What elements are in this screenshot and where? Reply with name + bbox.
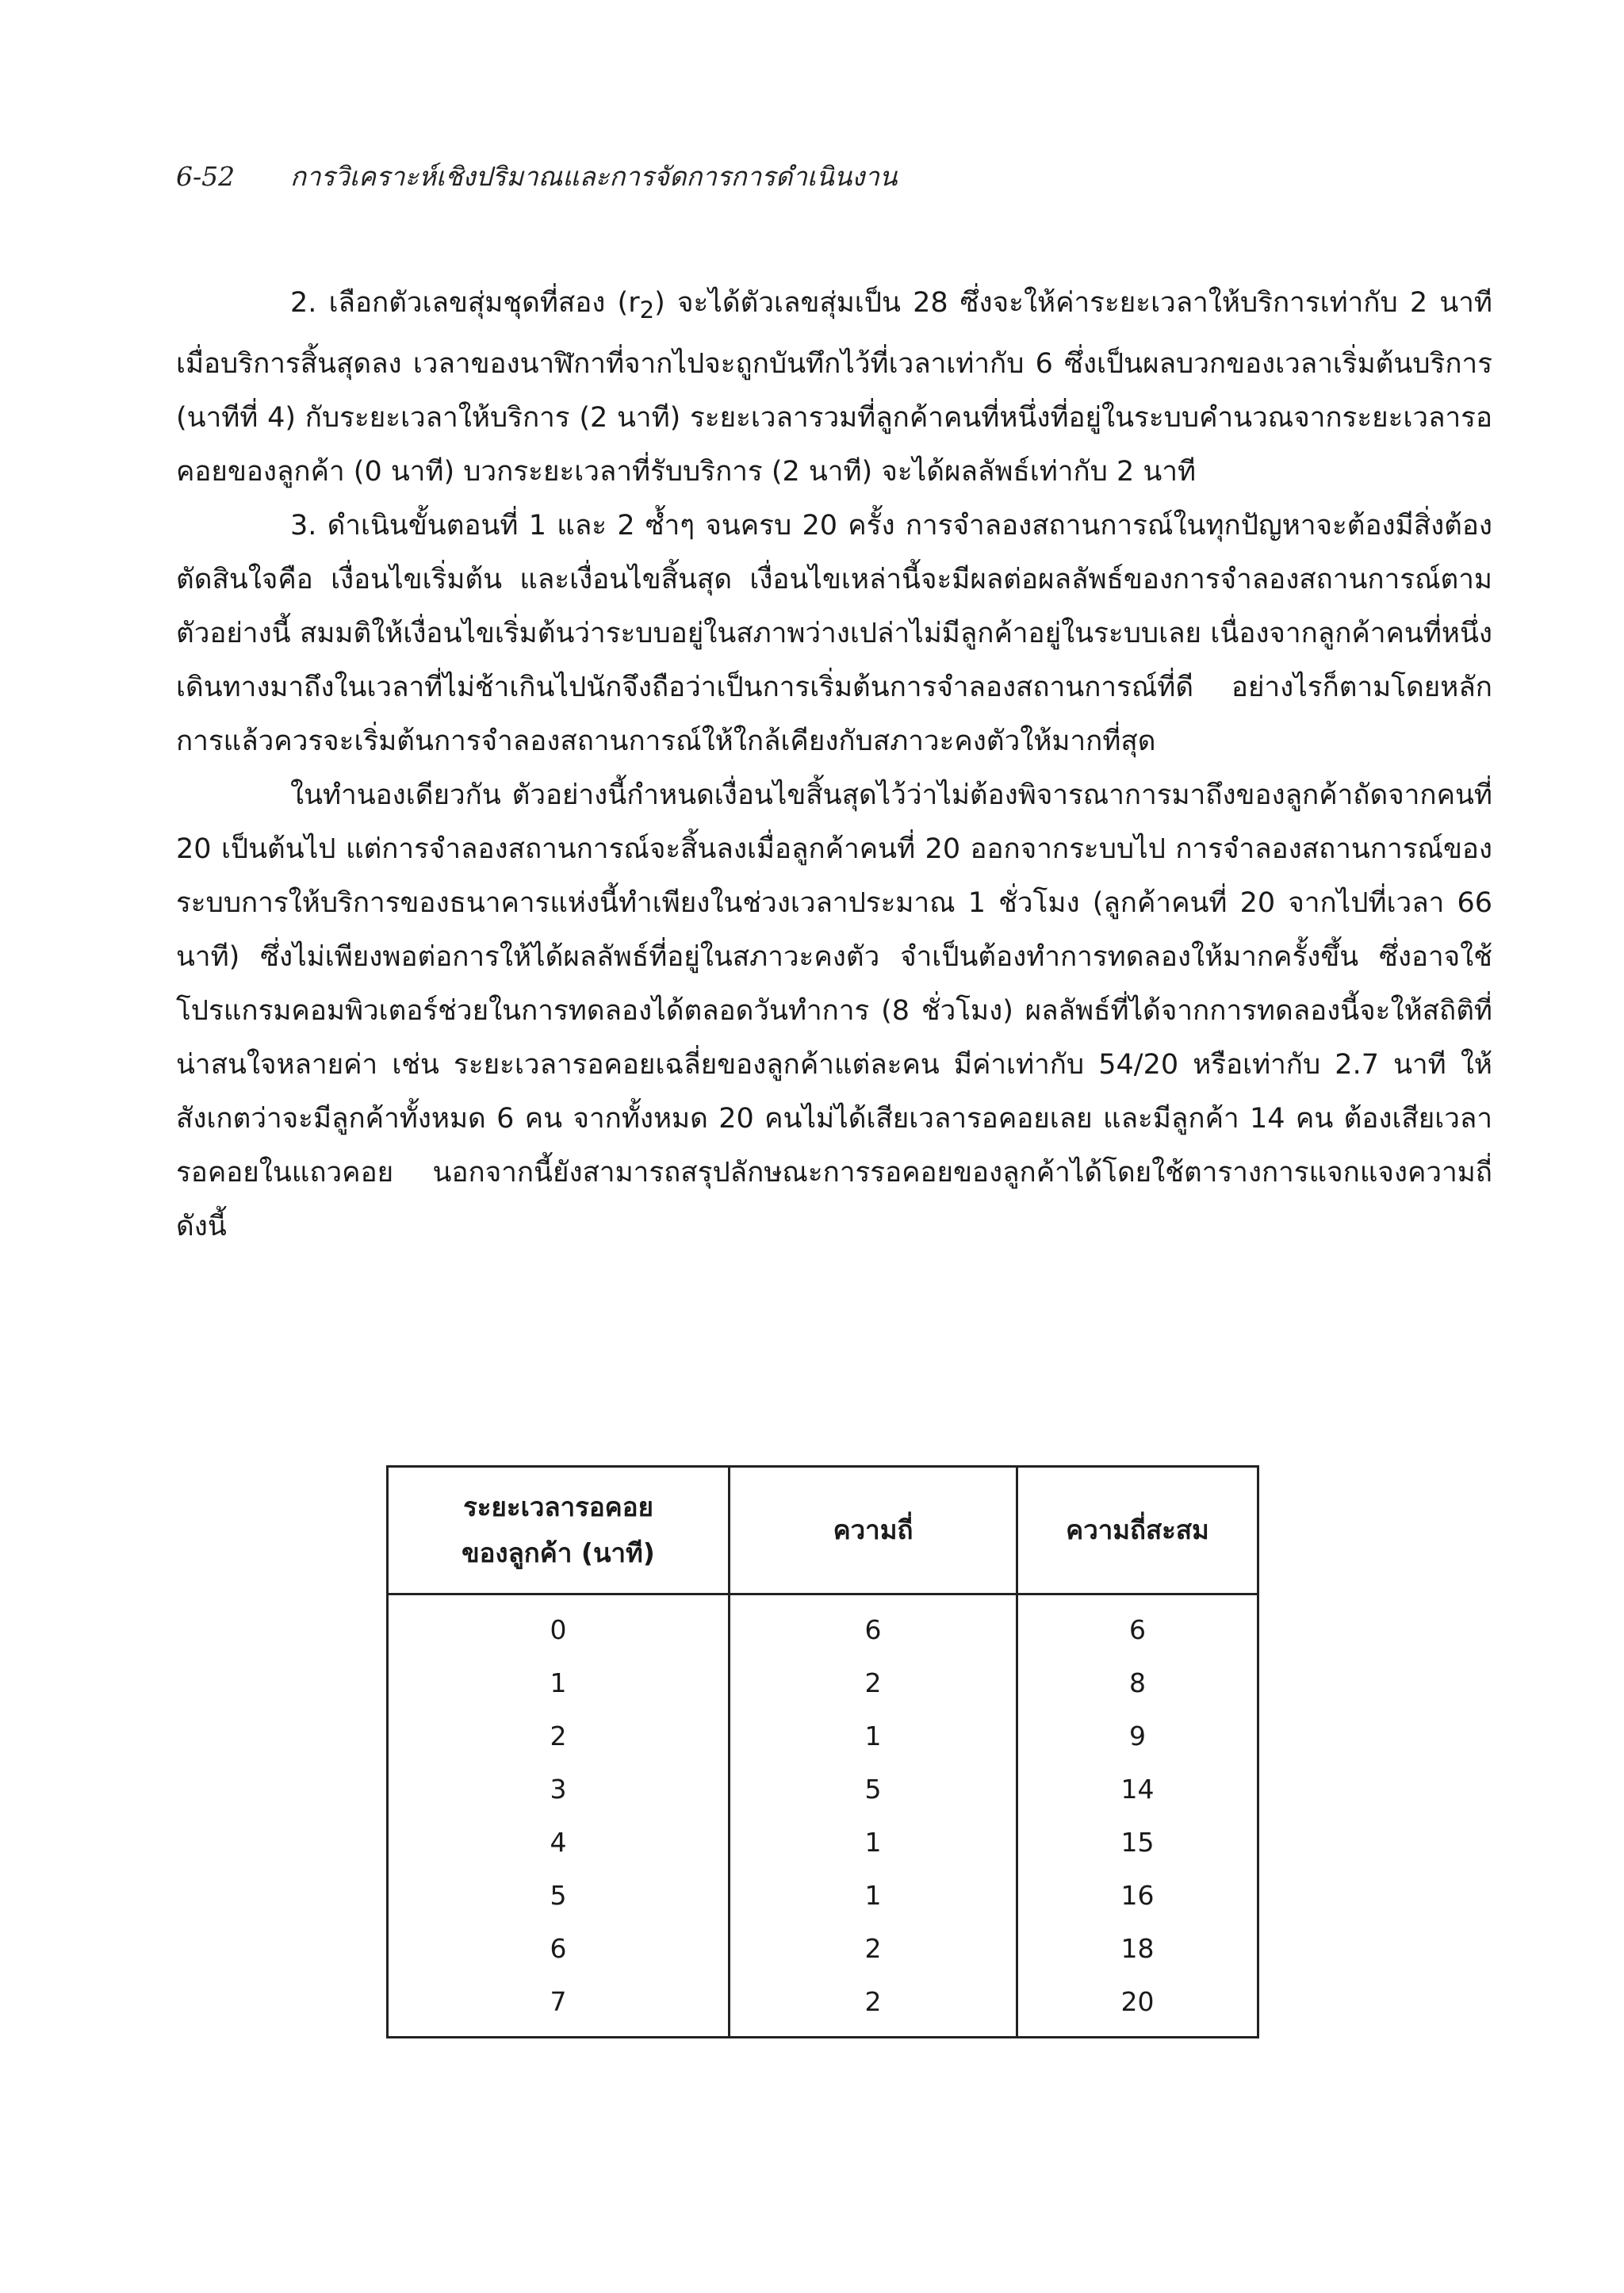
table-cell-freq: 1	[730, 1869, 1017, 1922]
table-cell-wait: 5	[388, 1869, 730, 1922]
table-cell-cum: 20	[1017, 1975, 1258, 2038]
table-cell-cum: 15	[1017, 1816, 1258, 1869]
table-row	[388, 1656, 1258, 1709]
table-row	[388, 1709, 1258, 1763]
paragraph-step-2	[176, 276, 1492, 499]
table-cell-wait: 4	[388, 1816, 730, 1869]
table-cell-freq: 2	[730, 1975, 1017, 2038]
table-cell-wait: 7	[388, 1975, 730, 2038]
table-cell-cum: 14	[1017, 1763, 1258, 1816]
table-row	[388, 1975, 1258, 2038]
table-cell-cum: 16	[1017, 1869, 1258, 1922]
page-number: 6-52	[176, 161, 236, 192]
header-wait-time-line2: ของลูกค้า (นาที)	[462, 1537, 655, 1568]
table-cell-cum: 8	[1017, 1656, 1258, 1709]
paragraph-step-2-text-a: 2. เลือกตัวเลขสุ่มชุดที่สอง (r	[290, 287, 640, 319]
table-cell-cum: 18	[1017, 1922, 1258, 1975]
table-row	[388, 1922, 1258, 1975]
table-cell-cum: 6	[1017, 1594, 1258, 1657]
table-cell-freq: 1	[730, 1816, 1017, 1869]
frequency-table	[386, 1465, 1259, 2038]
paragraph-step-2-text-b: ) จะได้ตัวเลขสุ่มเป็น 28 ซึ่งจะให้ค่าระยะเวลาให้บริการเท่ากับ 2 นาที เมื่อบริการสิ้นสุดลง เวลาของนาฬิกาที่จากไปจะถูกบันทึกไว้ที่เวลาเท่ากับ 6 ซึ่งเป็นผลบวกของเวลาเริ่มต้นบริการ (นาทีที่ 4) กับระยะเวลาให้บริการ (2 นาที) ระยะเวลารวมที่ลูกค้าคนที่หนึ่งที่อยู่ในระบบคำนวณจากระยะเวลารอคอยของลูกค้า (0 นาที) บวกระยะเวลาที่รับบริการ (2 นาที) จะได้ผลลัพธ์เท่ากับ 2 นาที	[176, 287, 1492, 488]
frequency-table-wrap	[386, 1465, 1259, 2038]
table-cell-wait: 3	[388, 1763, 730, 1816]
table-row	[388, 1594, 1258, 1657]
table-body	[388, 1594, 1258, 2038]
table-row	[388, 1763, 1258, 1816]
table-row	[388, 1816, 1258, 1869]
table-cell-freq: 2	[730, 1922, 1017, 1975]
header-cumulative-frequency: ความถี่สะสม	[1017, 1467, 1258, 1594]
paragraph-end-condition: ในทำนองเดียวกัน ตัวอย่างนี้กำหนดเงื่อนไขสิ้นสุดไว้ว่าไม่ต้องพิจารณาการมาถึงของลูกค้าถัดจากคนที่ 20 เป็นต้นไป แต่การจำลองสถานการณ์จะสิ้นลงเมื่อลูกค้าคนที่ 20 ออกจากระบบไป การจำลองสถานการณ์ของระบบการให้บริการของธนาคารแห่งนี้ทำเพียงในช่วงเวลาประมาณ 1 ชั่วโมง (ลูกค้าคนที่ 20 จากไปที่เวลา 66 นาที) ซึ่งไม่เพียงพอต่อการให้ได้ผลลัพธ์ที่อยู่ในสภาวะคงตัว จำเป็นต้องทำการทดลองให้มากครั้งขึ้น ซึ่งอาจใช้โปรแกรมคอมพิวเตอร์ช่วยในการทดลองได้ตลอดวันทำการ (8 ชั่วโมง) ผลลัพธ์ที่ได้จากการทดลองนี้จะให้สถิติที่น่าสนใจหลายค่า เช่น ระยะเวลารอคอยเฉลี่ยของลูกค้าแต่ละคน มีค่าเท่ากับ 54/20 หรือเท่ากับ 2.7 นาที ให้สังเกตว่าจะมีลูกค้าทั้งหมด 6 คน จากทั้งหมด 20 คนไม่ได้เสียเวลารอคอยเลย และมีลูกค้า 14 คน ต้องเสียเวลารอคอยในแถวคอย นอกจากนี้ยังสามารถสรุปลักษณะการรอคอยของลูกค้าได้โดยใช้ตารางการแจกแจงความถี่ ดังนี้	[176, 779, 1492, 1242]
body-text	[176, 276, 1492, 1254]
header-wait-time	[388, 1467, 730, 1594]
running-title: การวิเคราะห์เชิงปริมาณและการจัดการการดำเนินงาน	[290, 161, 898, 192]
subscript-2: 2	[639, 297, 655, 323]
table-cell-wait: 2	[388, 1709, 730, 1763]
header-frequency: ความถี่	[730, 1467, 1017, 1594]
header-wait-time-line1: ระยะเวลารอคอย	[463, 1491, 653, 1522]
table-cell-freq: 1	[730, 1709, 1017, 1763]
table-cell-wait: 6	[388, 1922, 730, 1975]
paragraph-step-3: 3. ดำเนินขั้นตอนที่ 1 และ 2 ซ้ำๆ จนครบ 20 ครั้ง การจำลองสถานการณ์ในทุกปัญหาจะต้องมีสิ่งต้องตัดสินใจคือ เงื่อนไขเริ่มต้น และเงื่อนไขสิ้นสุด เงื่อนไขเหล่านี้จะมีผลต่อผลลัพธ์ของการจำลองสถานการณ์ตามตัวอย่างนี้ สมมติให้เงื่อนไขเริ่มต้นว่าระบบอยู่ในสภาพว่างเปล่าไม่มีลูกค้าอยู่ในระบบเลย เนื่องจากลูกค้าคนที่หนึ่งเดินทางมาถึงในเวลาที่ไม่ช้าเกินไปนักจึงถือว่าเป็นการเริ่มต้นการจำลองสถานการณ์ที่ดี อย่างไรก็ตามโดยหลักการแล้วควรจะเริ่มต้นการจำลองสถานการณ์ให้ใกล้เคียงกับสภาวะคงตัวให้มากที่สุด	[176, 510, 1492, 757]
running-header	[176, 155, 897, 197]
table-cell-freq: 2	[730, 1656, 1017, 1709]
table-header-row	[388, 1467, 1258, 1594]
table-cell-cum: 9	[1017, 1709, 1258, 1763]
table-cell-freq: 5	[730, 1763, 1017, 1816]
table-row	[388, 1869, 1258, 1922]
table-cell-wait: 0	[388, 1594, 730, 1657]
table-cell-freq: 6	[730, 1594, 1017, 1657]
table-cell-wait: 1	[388, 1656, 730, 1709]
